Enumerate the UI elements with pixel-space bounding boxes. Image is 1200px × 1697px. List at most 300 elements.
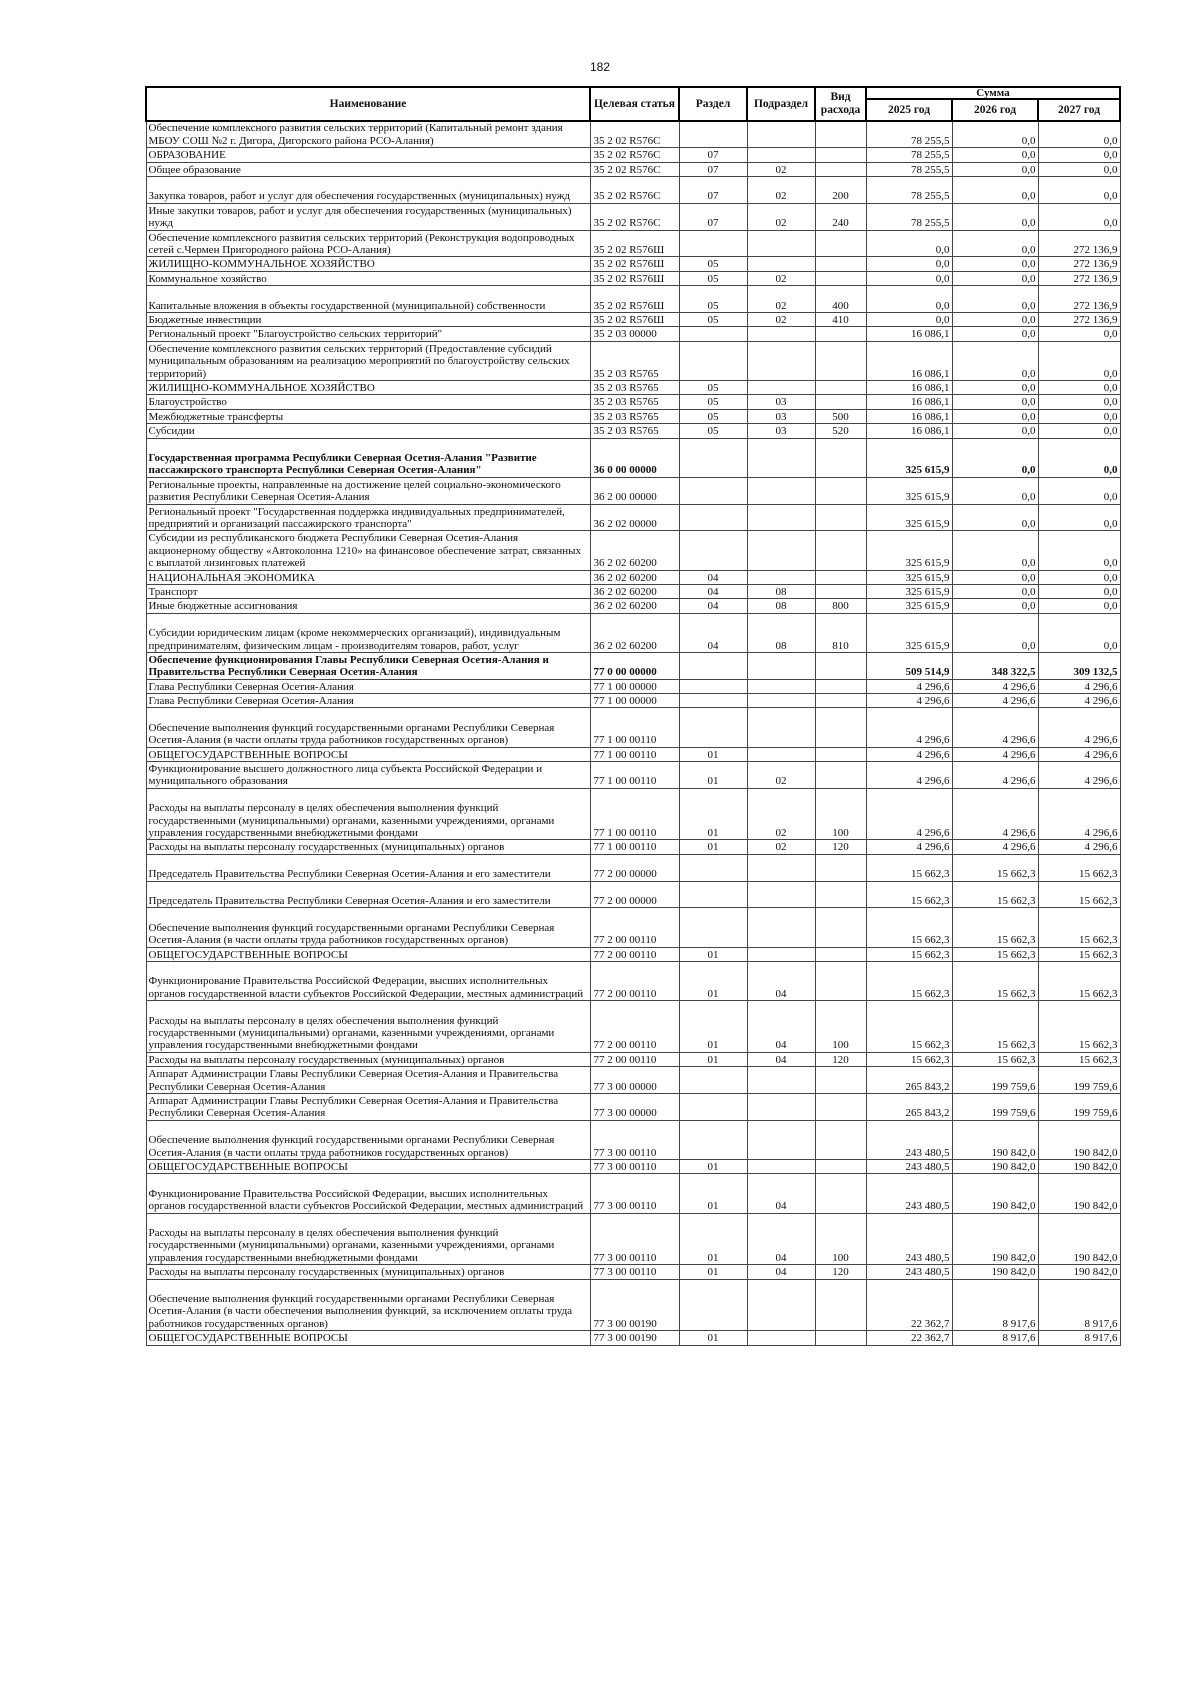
row-sum-2025: 16 086,1 [866, 341, 952, 380]
row-expense-type [815, 1159, 866, 1173]
table-row [146, 652, 1120, 679]
table-row [146, 840, 1120, 854]
row-sum-2027: 272 136,9 [1038, 271, 1120, 285]
row-sum-2026: 0,0 [952, 531, 1038, 570]
row-subsection: 04 [747, 1174, 815, 1213]
row-section: 05 [679, 271, 747, 285]
row-target-code: 35 2 02 R576C [590, 162, 679, 176]
row-section: 05 [679, 424, 747, 438]
table-row [146, 313, 1120, 327]
row-name: Обеспечение выполнения функций государственными органами Республики Северная Осетия-Алания (в части обеспечения выполнения функций, за исключением оплаты труда работников государственных органов) [146, 1279, 590, 1331]
row-subsection: 02 [747, 313, 815, 327]
row-sum-2025: 0,0 [866, 271, 952, 285]
row-section [679, 708, 747, 747]
row-sum-2026: 0,0 [952, 477, 1038, 504]
row-target-code: 35 2 02 R576C [590, 177, 679, 204]
row-expense-type [815, 652, 866, 679]
row-sum-2027: 0,0 [1038, 477, 1120, 504]
table-row [146, 679, 1120, 693]
table-row [146, 327, 1120, 341]
row-sum-2025: 325 615,9 [866, 613, 952, 652]
row-section [679, 531, 747, 570]
row-sum-2027: 0,0 [1038, 177, 1120, 204]
row-name: Глава Республики Северная Осетия-Алания [146, 694, 590, 708]
row-target-code: 77 3 00 00000 [590, 1067, 679, 1094]
table-row [146, 1279, 1120, 1331]
row-subsection [747, 327, 815, 341]
row-name: Расходы на выплаты персоналу государственных (муниципальных) органов [146, 840, 590, 854]
row-sum-2026: 0,0 [952, 341, 1038, 380]
row-sum-2027: 15 662,3 [1038, 1001, 1120, 1053]
row-sum-2027: 190 842,0 [1038, 1159, 1120, 1173]
row-sum-2027: 0,0 [1038, 409, 1120, 423]
row-name: Бюджетные инвестиции [146, 313, 590, 327]
row-name: Межбюджетные трансферты [146, 409, 590, 423]
row-subsection [747, 708, 815, 747]
row-sum-2026: 190 842,0 [952, 1159, 1038, 1173]
row-section: 01 [679, 1213, 747, 1265]
row-sum-2027: 15 662,3 [1038, 881, 1120, 908]
row-subsection [747, 908, 815, 947]
row-expense-type [815, 477, 866, 504]
row-sum-2026: 15 662,3 [952, 1052, 1038, 1066]
row-expense-type [815, 341, 866, 380]
row-sum-2025: 243 480,5 [866, 1265, 952, 1279]
row-expense-type [815, 1093, 866, 1120]
row-section: 04 [679, 613, 747, 652]
row-section: 07 [679, 203, 747, 230]
row-target-code: 35 2 03 R5765 [590, 395, 679, 409]
row-sum-2027: 8 917,6 [1038, 1279, 1120, 1331]
row-expense-type: 400 [815, 286, 866, 313]
row-subsection: 02 [747, 762, 815, 789]
row-target-code: 77 3 00 00110 [590, 1159, 679, 1173]
row-sum-2025: 243 480,5 [866, 1174, 952, 1213]
row-sum-2027: 0,0 [1038, 504, 1120, 531]
row-target-code: 77 3 00 00110 [590, 1265, 679, 1279]
row-section: 01 [679, 1265, 747, 1279]
row-name: ОБЩЕГОСУДАРСТВЕННЫЕ ВОПРОСЫ [146, 747, 590, 761]
row-target-code: 77 2 00 00000 [590, 881, 679, 908]
row-sum-2027: 0,0 [1038, 327, 1120, 341]
row-subsection: 08 [747, 613, 815, 652]
row-section: 07 [679, 177, 747, 204]
row-subsection: 04 [747, 962, 815, 1001]
row-target-code: 36 2 02 60200 [590, 613, 679, 652]
row-sum-2027: 15 662,3 [1038, 908, 1120, 947]
table-row [146, 395, 1120, 409]
row-name: Обеспечение комплексного развития сельских территорий (Реконструкция водопроводных сетей с.Чермен Пригородного района РСО-Алания) [146, 230, 590, 257]
row-section [679, 908, 747, 947]
row-expense-type: 810 [815, 613, 866, 652]
row-target-code: 77 0 00 00000 [590, 652, 679, 679]
row-sum-2026: 4 296,6 [952, 840, 1038, 854]
row-subsection: 04 [747, 1213, 815, 1265]
row-subsection [747, 881, 815, 908]
row-name: Транспорт [146, 584, 590, 598]
row-sum-2025: 509 514,9 [866, 652, 952, 679]
row-sum-2026: 8 917,6 [952, 1331, 1038, 1345]
row-subsection [747, 1093, 815, 1120]
row-sum-2025: 16 086,1 [866, 424, 952, 438]
row-subsection: 03 [747, 409, 815, 423]
row-target-code: 35 2 02 R576Ш [590, 271, 679, 285]
row-sum-2027: 0,0 [1038, 584, 1120, 598]
table-row [146, 947, 1120, 961]
row-sum-2025: 4 296,6 [866, 747, 952, 761]
row-target-code: 35 2 03 R5765 [590, 409, 679, 423]
row-subsection: 08 [747, 584, 815, 598]
row-section: 04 [679, 584, 747, 598]
row-subsection [747, 257, 815, 271]
table-row [146, 908, 1120, 947]
row-sum-2026: 15 662,3 [952, 854, 1038, 881]
row-sum-2026: 0,0 [952, 424, 1038, 438]
row-target-code: 36 2 02 60200 [590, 570, 679, 584]
row-subsection: 02 [747, 177, 815, 204]
row-section [679, 341, 747, 380]
row-sum-2027: 15 662,3 [1038, 854, 1120, 881]
table-row [146, 1093, 1120, 1120]
row-subsection [747, 477, 815, 504]
row-target-code: 77 1 00 00110 [590, 788, 679, 840]
row-name: Расходы на выплаты персоналу в целях обеспечения выполнения функций государственными (муниципальными) органами, казенными учреждениями, органами управления государственными внебюджетными фондами [146, 1001, 590, 1053]
row-sum-2027: 4 296,6 [1038, 747, 1120, 761]
row-expense-type [815, 962, 866, 1001]
row-sum-2027: 15 662,3 [1038, 947, 1120, 961]
row-sum-2025: 22 362,7 [866, 1279, 952, 1331]
row-section [679, 1093, 747, 1120]
row-section [679, 477, 747, 504]
row-name: Благоустройство [146, 395, 590, 409]
row-subsection: 02 [747, 840, 815, 854]
table-row [146, 504, 1120, 531]
table-row [146, 1001, 1120, 1053]
row-expense-type [815, 584, 866, 598]
row-sum-2027: 0,0 [1038, 162, 1120, 176]
row-subsection [747, 381, 815, 395]
row-target-code: 77 2 00 00110 [590, 1001, 679, 1053]
table-row [146, 409, 1120, 423]
row-name: Председатель Правительства Республики Северная Осетия-Алания и его заместители [146, 881, 590, 908]
row-sum-2026: 0,0 [952, 121, 1038, 148]
row-sum-2026: 8 917,6 [952, 1279, 1038, 1331]
table-header [146, 87, 1120, 121]
row-expense-type: 100 [815, 788, 866, 840]
row-sum-2025: 265 843,2 [866, 1093, 952, 1120]
row-expense-type [815, 1067, 866, 1094]
row-target-code: 77 1 00 00110 [590, 840, 679, 854]
table-row [146, 177, 1120, 204]
row-subsection: 04 [747, 1265, 815, 1279]
table-row [146, 962, 1120, 1001]
row-name: ЖИЛИЩНО-КОММУНАЛЬНОЕ ХОЗЯЙСТВО [146, 257, 590, 271]
row-subsection [747, 1279, 815, 1331]
table-row [146, 708, 1120, 747]
table-row [146, 121, 1120, 148]
row-expense-type [815, 1279, 866, 1331]
row-sum-2025: 15 662,3 [866, 854, 952, 881]
row-sum-2025: 78 255,5 [866, 162, 952, 176]
row-sum-2027: 0,0 [1038, 203, 1120, 230]
row-target-code: 77 1 00 00110 [590, 708, 679, 747]
row-name: Функционирование высшего должностного лица субъекта Российской Федерации и муниципального образования [146, 762, 590, 789]
table-row [146, 1213, 1120, 1265]
row-expense-type [815, 570, 866, 584]
row-sum-2027: 272 136,9 [1038, 286, 1120, 313]
row-name: Обеспечение комплексного развития сельских территорий (Капитальный ремонт здания МБОУ СОШ №2 г. Дигора, Дигорского района РСО-Алания) [146, 121, 590, 148]
row-sum-2026: 4 296,6 [952, 762, 1038, 789]
table-body [146, 121, 1120, 1345]
table-row [146, 1331, 1120, 1345]
row-sum-2025: 16 086,1 [866, 327, 952, 341]
row-name: Иные бюджетные ассигнования [146, 599, 590, 613]
row-expense-type [815, 148, 866, 162]
row-name: Расходы на выплаты персоналу в целях обеспечения выполнения функций государственными (муниципальными) органами, казенными учреждениями, органами управления государственными внебюджетными фондами [146, 788, 590, 840]
row-subsection [747, 947, 815, 961]
row-sum-2025: 243 480,5 [866, 1120, 952, 1159]
row-section: 01 [679, 840, 747, 854]
row-section [679, 121, 747, 148]
row-sum-2027: 199 759,6 [1038, 1093, 1120, 1120]
row-expense-type [815, 762, 866, 789]
row-sum-2025: 15 662,3 [866, 1001, 952, 1053]
row-sum-2027: 4 296,6 [1038, 840, 1120, 854]
row-name: Расходы на выплаты персоналу в целях обеспечения выполнения функций государственными (муниципальными) органами, казенными учреждениями, органами управления государственными внебюджетными фондами [146, 1213, 590, 1265]
row-sum-2027: 0,0 [1038, 121, 1120, 148]
row-sum-2025: 4 296,6 [866, 788, 952, 840]
row-sum-2027: 0,0 [1038, 438, 1120, 477]
row-sum-2025: 78 255,5 [866, 148, 952, 162]
row-name: Региональный проект "Государственная поддержка индивидуальных предпринимателей, предприятий и организаций пассажирского транспорта" [146, 504, 590, 531]
row-target-code: 36 2 02 60200 [590, 531, 679, 570]
row-name: Субсидии [146, 424, 590, 438]
row-name: Функционирование Правительства Российской Федерации, высших исполнительных органов государственной власти субъектов Российской Федерации, местных администраций [146, 1174, 590, 1213]
row-expense-type [815, 381, 866, 395]
row-expense-type [815, 327, 866, 341]
row-expense-type: 500 [815, 409, 866, 423]
row-sum-2025: 16 086,1 [866, 409, 952, 423]
row-name: Расходы на выплаты персоналу государственных (муниципальных) органов [146, 1265, 590, 1279]
row-target-code: 35 2 03 00000 [590, 327, 679, 341]
row-target-code: 77 2 00 00110 [590, 962, 679, 1001]
row-section: 05 [679, 257, 747, 271]
row-expense-type [815, 271, 866, 285]
row-name: ОБЩЕГОСУДАРСТВЕННЫЕ ВОПРОСЫ [146, 1331, 590, 1345]
row-subsection [747, 679, 815, 693]
row-sum-2026: 190 842,0 [952, 1265, 1038, 1279]
table-row [146, 1159, 1120, 1173]
row-sum-2025: 4 296,6 [866, 679, 952, 693]
row-name: ЖИЛИЩНО-КОММУНАЛЬНОЕ ХОЗЯЙСТВО [146, 381, 590, 395]
row-sum-2026: 0,0 [952, 584, 1038, 598]
row-sum-2026: 0,0 [952, 504, 1038, 531]
row-sum-2026: 0,0 [952, 613, 1038, 652]
row-target-code: 36 2 02 00000 [590, 504, 679, 531]
row-subsection [747, 438, 815, 477]
row-expense-type [815, 747, 866, 761]
row-sum-2026: 15 662,3 [952, 947, 1038, 961]
row-section: 01 [679, 1001, 747, 1053]
row-sum-2026: 0,0 [952, 257, 1038, 271]
row-expense-type: 100 [815, 1213, 866, 1265]
row-name: ОБРАЗОВАНИЕ [146, 148, 590, 162]
row-target-code: 35 2 02 R576Ш [590, 313, 679, 327]
row-sum-2025: 325 615,9 [866, 570, 952, 584]
row-section [679, 504, 747, 531]
row-section: 01 [679, 788, 747, 840]
row-sum-2027: 4 296,6 [1038, 679, 1120, 693]
row-name: Капитальные вложения в объекты государственной (муниципальной) собственности [146, 286, 590, 313]
row-expense-type [815, 881, 866, 908]
row-sum-2025: 325 615,9 [866, 599, 952, 613]
row-sum-2026: 0,0 [952, 395, 1038, 409]
row-section [679, 679, 747, 693]
row-target-code: 35 2 03 R5765 [590, 341, 679, 380]
row-target-code: 35 2 03 R5765 [590, 381, 679, 395]
row-subsection [747, 854, 815, 881]
row-target-code: 77 2 00 00000 [590, 854, 679, 881]
row-sum-2025: 0,0 [866, 286, 952, 313]
row-expense-type [815, 504, 866, 531]
table-row [146, 1052, 1120, 1066]
row-name: НАЦИОНАЛЬНАЯ ЭКОНОМИКА [146, 570, 590, 584]
row-sum-2025: 243 480,5 [866, 1159, 952, 1173]
header-target: Целевая статья [590, 87, 679, 121]
row-subsection: 08 [747, 599, 815, 613]
row-target-code: 77 3 00 00110 [590, 1174, 679, 1213]
row-subsection [747, 1159, 815, 1173]
row-sum-2027: 0,0 [1038, 424, 1120, 438]
row-subsection [747, 1120, 815, 1159]
row-sum-2027: 0,0 [1038, 570, 1120, 584]
row-sum-2027: 15 662,3 [1038, 1052, 1120, 1066]
row-section [679, 1279, 747, 1331]
row-section: 01 [679, 947, 747, 961]
row-section: 04 [679, 599, 747, 613]
row-subsection: 04 [747, 1052, 815, 1066]
table-row [146, 341, 1120, 380]
row-sum-2026: 199 759,6 [952, 1093, 1038, 1120]
row-sum-2025: 15 662,3 [866, 962, 952, 1001]
row-sum-2025: 243 480,5 [866, 1213, 952, 1265]
row-target-code: 36 2 02 60200 [590, 599, 679, 613]
row-section: 04 [679, 570, 747, 584]
row-sum-2026: 0,0 [952, 381, 1038, 395]
row-sum-2025: 16 086,1 [866, 395, 952, 409]
row-sum-2025: 325 615,9 [866, 438, 952, 477]
row-expense-type: 240 [815, 203, 866, 230]
table-row [146, 613, 1120, 652]
row-name: Коммунальное хозяйство [146, 271, 590, 285]
table-row [146, 694, 1120, 708]
row-expense-type: 520 [815, 424, 866, 438]
row-name: Аппарат Администрации Главы Республики Северная Осетия-Алания и Правительства Республики Северная Осетия-Алания [146, 1093, 590, 1120]
row-name: Общее образование [146, 162, 590, 176]
row-sum-2027: 8 917,6 [1038, 1331, 1120, 1345]
row-sum-2027: 4 296,6 [1038, 788, 1120, 840]
row-subsection: 03 [747, 395, 815, 409]
row-section: 07 [679, 162, 747, 176]
row-sum-2025: 4 296,6 [866, 694, 952, 708]
page-number: 182 [589, 60, 611, 74]
row-target-code: 77 2 00 00110 [590, 908, 679, 947]
table-row [146, 599, 1120, 613]
row-expense-type [815, 1331, 866, 1345]
row-sum-2025: 78 255,5 [866, 203, 952, 230]
row-sum-2027: 272 136,9 [1038, 257, 1120, 271]
row-name: Обеспечение выполнения функций государственными органами Республики Северная Осетия-Алания (в части оплаты труда работников государственных органов) [146, 1120, 590, 1159]
row-expense-type [815, 395, 866, 409]
row-name: Субсидии юридическим лицам (кроме некоммерческих организаций), индивидуальным предпринимателям, физическим лицам - производителям товаров, работ, услуг [146, 613, 590, 652]
row-sum-2025: 0,0 [866, 230, 952, 257]
row-expense-type [815, 257, 866, 271]
row-sum-2026: 0,0 [952, 162, 1038, 176]
row-target-code: 36 2 00 00000 [590, 477, 679, 504]
row-sum-2027: 272 136,9 [1038, 313, 1120, 327]
row-sum-2026: 348 322,5 [952, 652, 1038, 679]
row-subsection [747, 121, 815, 148]
row-section [679, 438, 747, 477]
row-sum-2025: 4 296,6 [866, 708, 952, 747]
row-section: 01 [679, 962, 747, 1001]
row-sum-2026: 4 296,6 [952, 747, 1038, 761]
row-subsection: 02 [747, 203, 815, 230]
row-sum-2026: 199 759,6 [952, 1067, 1038, 1094]
row-target-code: 77 1 00 00110 [590, 762, 679, 789]
table-row [146, 257, 1120, 271]
row-sum-2026: 0,0 [952, 230, 1038, 257]
row-section [679, 652, 747, 679]
row-sum-2026: 0,0 [952, 570, 1038, 584]
row-sum-2025: 265 843,2 [866, 1067, 952, 1094]
row-target-code: 77 3 00 00000 [590, 1093, 679, 1120]
budget-table [145, 86, 1121, 1346]
row-sum-2027: 190 842,0 [1038, 1265, 1120, 1279]
row-expense-type [815, 694, 866, 708]
row-target-code: 77 2 00 00110 [590, 947, 679, 961]
table-row [146, 424, 1120, 438]
row-section: 05 [679, 313, 747, 327]
row-sum-2026: 15 662,3 [952, 881, 1038, 908]
row-sum-2027: 190 842,0 [1038, 1174, 1120, 1213]
row-name: Субсидии из республиканского бюджета Республики Северная Осетия-Алания акционерному обществу «Автоколонна 1210» на финансовое обеспечение затрат, связанных с выплатой лизинговых платежей [146, 531, 590, 570]
row-subsection [747, 1067, 815, 1094]
row-section [679, 230, 747, 257]
table-row [146, 531, 1120, 570]
row-expense-type [815, 854, 866, 881]
row-target-code: 77 2 00 00110 [590, 1052, 679, 1066]
table-row [146, 747, 1120, 761]
header-subsection: Подраздел [747, 87, 815, 121]
row-target-code: 77 3 00 00190 [590, 1279, 679, 1331]
row-target-code: 35 2 02 R576C [590, 148, 679, 162]
row-target-code: 35 2 02 R576Ш [590, 286, 679, 313]
row-target-code: 77 3 00 00190 [590, 1331, 679, 1345]
row-expense-type [815, 679, 866, 693]
row-section: 05 [679, 395, 747, 409]
row-sum-2025: 0,0 [866, 257, 952, 271]
table-row [146, 1120, 1120, 1159]
row-sum-2027: 190 842,0 [1038, 1120, 1120, 1159]
row-section: 01 [679, 1159, 747, 1173]
row-name: ОБЩЕГОСУДАРСТВЕННЫЕ ВОПРОСЫ [146, 1159, 590, 1173]
row-subsection [747, 504, 815, 531]
row-sum-2027: 15 662,3 [1038, 962, 1120, 1001]
row-sum-2027: 0,0 [1038, 381, 1120, 395]
row-name: Обеспечение функционирования Главы Республики Северная Осетия-Алания и Правительства Республики Северная Осетия-Алания [146, 652, 590, 679]
row-sum-2025: 15 662,3 [866, 908, 952, 947]
